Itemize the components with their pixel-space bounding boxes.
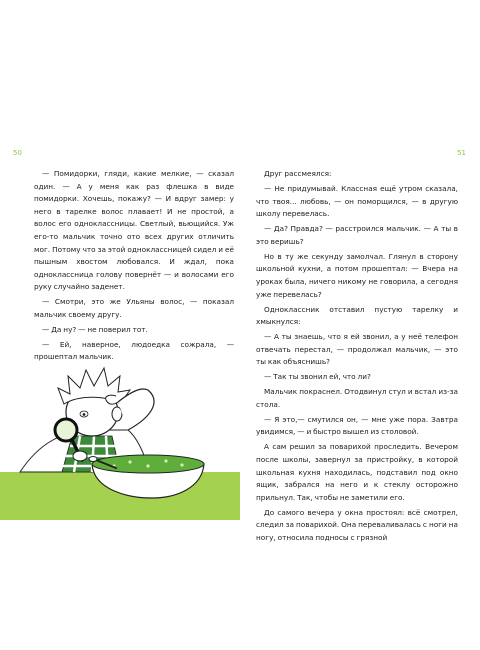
paragraph: — Ей, наверное, людоедка сожрала, — прошептал мальчик. <box>34 339 234 362</box>
green-soup <box>92 455 204 473</box>
boy-with-soup-illustration <box>0 356 240 520</box>
paragraph: — А ты знаешь, что я ей звонил, а у неё телефон отвечать перестал, — продолжал мальчик, — это ты как объяснишь? <box>256 332 458 367</box>
magnifying-glass-icon <box>55 419 77 441</box>
paragraph: — Помидорки, гляди, какие мелкие, — сказал один. — А у меня как раз флешка в виде помидорки. Хочешь, покажу? — И вдруг замер: у него в тарелке волос плавает! И не простой, а волос его одноклассницы. Светлый, вьющийся. Уж его-то мальчик точно ото всех других отличить мог. Потому что за этой одноклассницей сидел и её пышным хвостом любовался. И ждал, пока одноклассница голову повернёт — и волосами его руку случайно заденет. <box>34 169 234 292</box>
paragraph: До самого вечера у окна простоял: всё смотрел, следил за поварихой. Она переваливалась с ноги на ногу, относила подносы с грязной <box>256 507 458 542</box>
page-number-left: 50 <box>13 149 22 157</box>
paragraph: А сам решил за поварихой проследить. Вечером после школы, завернул за пристройку, в которой школьная кухня находилась, подставил под окно ящик, забрался на него и к стеклу осторожно прильнул. Так, чтобы не заметили его. <box>256 442 458 502</box>
paragraph: Но в ту же секунду замолчал. Глянул в сторону школьной кухни, а потом прошептал: — Вчера на уроках была, ничего никому не говорила, а сегодня уже перевелась? <box>256 251 458 299</box>
paragraph: Мальчик покраснел. Отодвинул стул и встал из-за стола. <box>256 387 458 409</box>
paragraph: Друг рассмеялся: <box>264 169 332 178</box>
page-number-right: 51 <box>457 149 466 157</box>
paragraph: — Так ты звонил ей, что ли? <box>264 372 371 382</box>
paragraph: — Я это,— смутился он, — мне уже пора. Завтра увидимся, — и быстро вышел из столовой. <box>256 414 458 437</box>
left-page-text <box>34 168 234 364</box>
paragraph: — Да ну? — не поверил тот. <box>42 324 148 334</box>
paragraph: — Не придумывай. Классная ещё утром сказала, что твоя... любовь, — он поморщился, — в другую школу перевелась. <box>256 183 458 219</box>
paragraph: — Смотри, это же Ульяны волос, — показал мальчик своему другу. <box>34 297 234 319</box>
right-page-text <box>256 168 458 545</box>
paragraph: Одноклассник отставил пустую тарелку и хмыкнулся: <box>256 304 458 327</box>
paragraph: — Да? Правда? — расстроился мальчик. — А ты в это веришь? <box>256 224 458 246</box>
